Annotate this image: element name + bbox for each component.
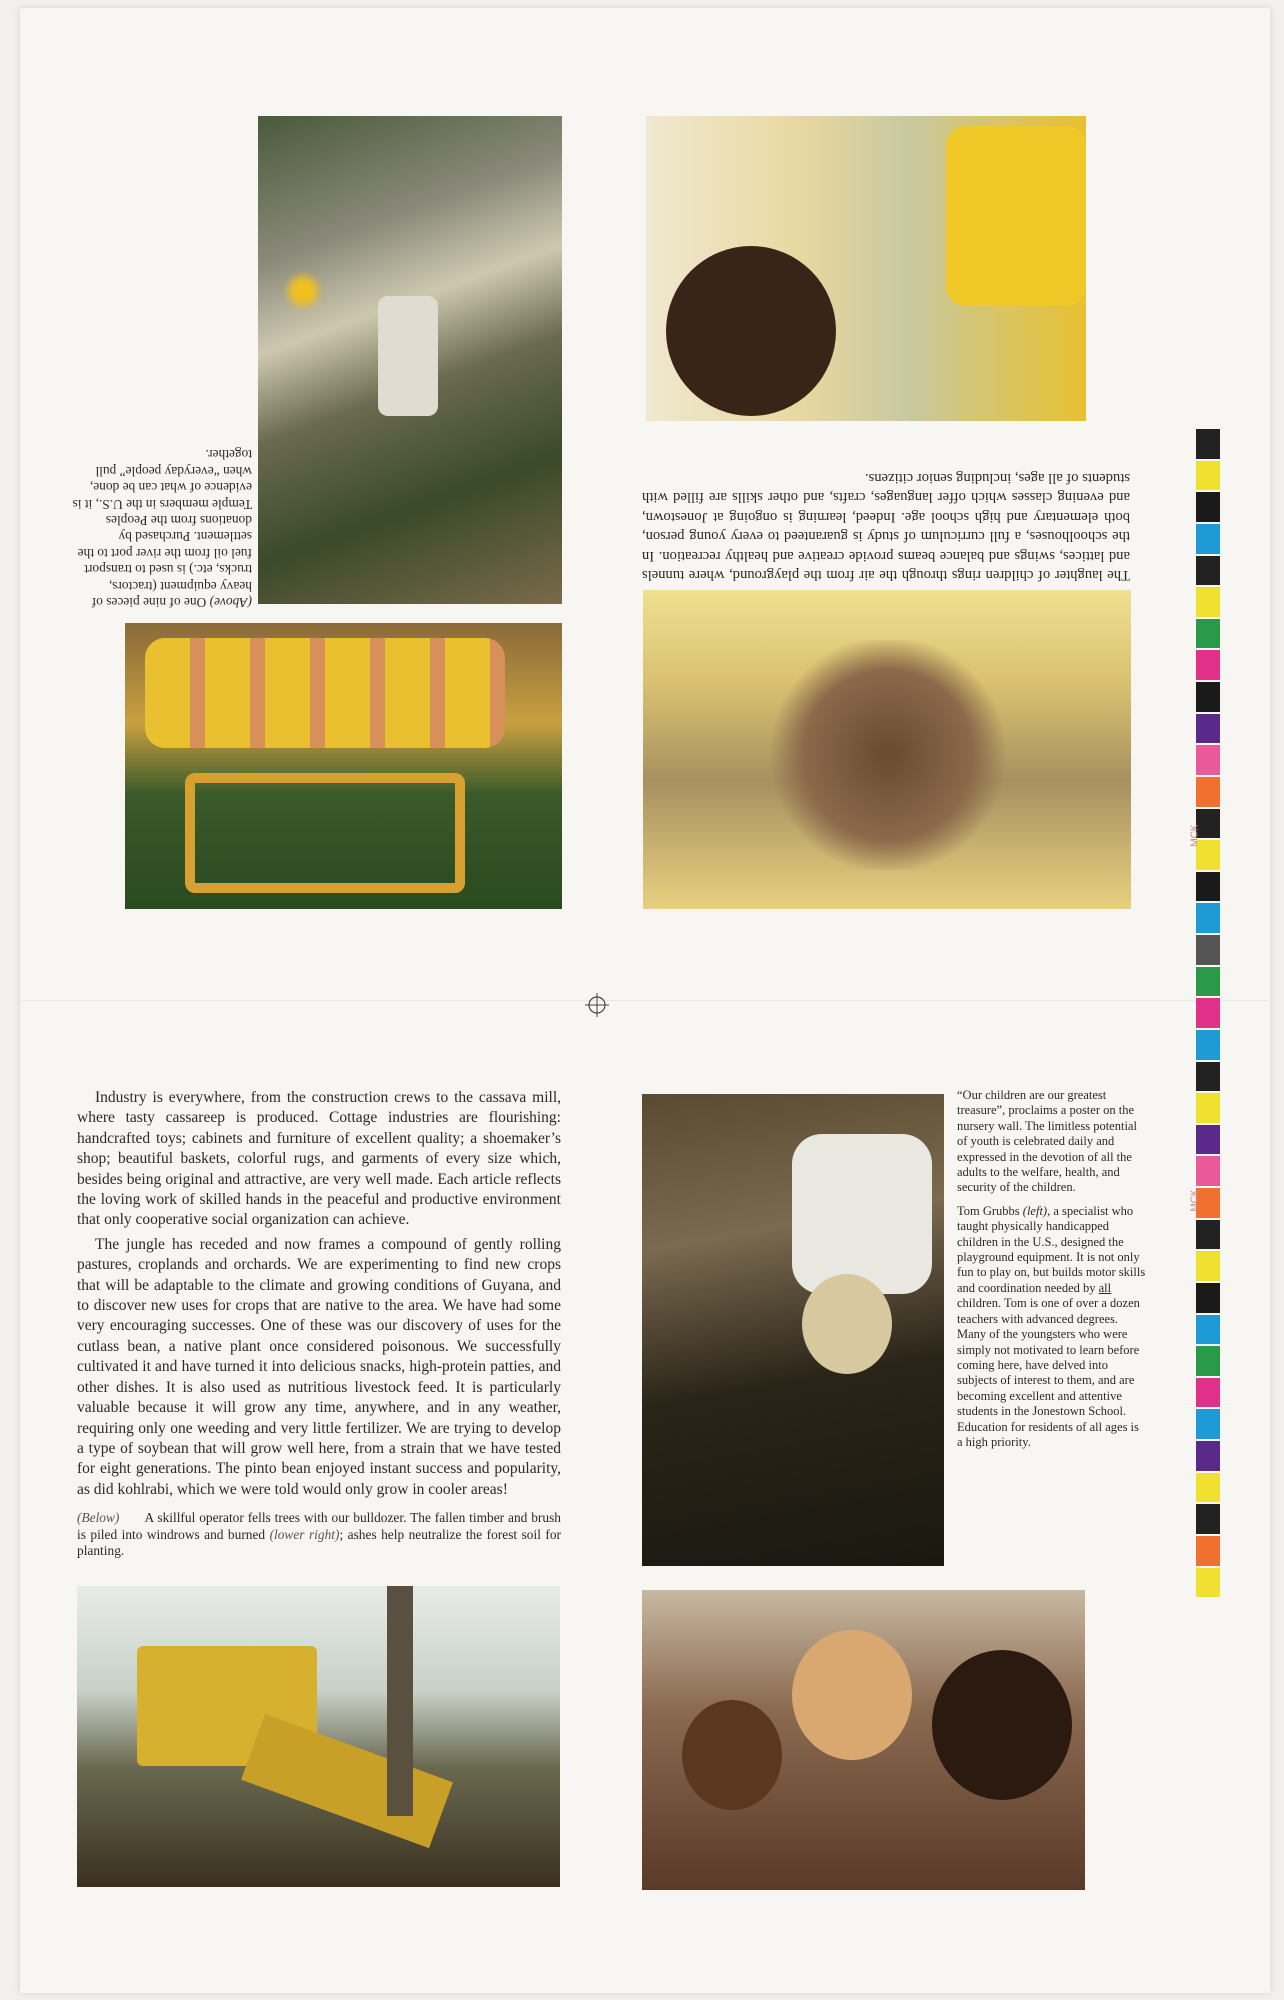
industry-paragraph: Industry is everywhere, from the construction crews to the cassava mill, where tasty cassareep is produced. Cottage industries are flourishing: handcrafted toys; cabinets and furniture of excellent quality; a shoemaker’s shop; beautiful baskets, colorful rugs, and garments of every size which, besides being original and attractive, are very well made. Each article reflects the loving work of skilled hands in the peaceful and productive environment that only cooperative social organization can achieve. [77, 1089, 561, 1229]
color-swatch [1196, 1283, 1220, 1313]
photo-teacher-tom-grubbs [642, 1094, 944, 1566]
mck-label: MCK [1189, 1189, 1201, 1212]
photo-girl-plant [646, 116, 1086, 421]
color-swatch [1196, 998, 1220, 1028]
color-swatch [1196, 492, 1220, 522]
color-swatch [1196, 1093, 1220, 1123]
color-swatch [1196, 650, 1220, 680]
color-swatch [1196, 1409, 1220, 1439]
color-swatch [1196, 1473, 1220, 1503]
caption-label: (Below) [77, 1510, 120, 1526]
color-swatch [1196, 556, 1220, 586]
color-swatch [1196, 1568, 1220, 1598]
color-swatch [1196, 745, 1220, 775]
color-registration-bar [1196, 428, 1220, 1598]
color-swatch [1196, 1220, 1220, 1250]
treasure-paragraph: “Our children are our greatest treasure”, proclaims a poster on the nursery wall. The limitless potential of youth is celebrated daily and expressed in the devotion of all the adults to the welfare, health, and security of the children. [957, 1088, 1137, 1195]
tom-grubbs-paragraph: Tom Grubbs (left), a specialist who taught physically handicapped children in the U.S., designed the playground equipment. It is not only fun to play on, but builds motor skills and coordination needed by all children. Tom is one of over a dozen teachers with advanced degrees. Many of the youngsters who were simply not motivated to learn before coming here, have delved into subjects of interest to them, and are becoming excellent and attentive students in the Jonestown School. Education for residents of all ages is a high priority. [957, 1203, 1146, 1449]
fold-line [20, 1000, 1270, 1001]
bulldozer-caption: (Below) A skillful operator fells trees with our bulldozer. The fallen timber and brush is piled into windrows and burned (lower right); ashes help neutralize the forest soil for planting. [77, 1510, 561, 1558]
color-swatch [1196, 1125, 1220, 1155]
photo-children-classroom [643, 590, 1131, 909]
color-swatch [1196, 967, 1220, 997]
mck-label: MCK [1189, 824, 1201, 847]
color-swatch [1196, 429, 1220, 459]
photo-forest-worker [258, 116, 562, 604]
top-left-caption [72, 400, 252, 610]
color-swatch [1196, 1062, 1220, 1092]
photo-fuel-barrels-loader [125, 623, 562, 909]
color-swatch [1196, 1156, 1220, 1186]
color-swatch [1196, 1536, 1220, 1566]
color-swatch [1196, 1251, 1220, 1281]
color-swatch [1196, 777, 1220, 807]
color-swatch [1196, 1030, 1220, 1060]
main-body-text [77, 1088, 561, 1504]
color-swatch [1196, 619, 1220, 649]
photo-smiling-children [642, 1590, 1085, 1890]
color-swatch [1196, 1346, 1220, 1376]
playground-paragraph: The laughter of children rings through the air from the playground, where tunnels and lattices, swings and balance beams provide creative and healthy recreation. In the schoolhouses, a full curriculum of study is guaranteed to every young person, both elementary and high school age. Indeed, learning is ongoing at Jonestown, and evening classes which offer languages, crafts, and other skills are filled with students of all ages, including senior citizens. [642, 469, 1130, 583]
color-swatch [1196, 461, 1220, 491]
right-column-text [957, 1088, 1147, 1458]
color-swatch [1196, 714, 1220, 744]
caption-text: One of nine pieces of heavy equipment (tractors, trucks, etc.) is used to transport fuel oil from the river port to the settlement. Purchased by donations from the Peoples Temple members in the U.S., it is evidence of what can be done, when “everyday people” pull together. [72, 447, 252, 610]
color-swatch [1196, 1315, 1220, 1345]
color-swatch [1196, 524, 1220, 554]
photo-bulldozer [77, 1586, 560, 1887]
jungle-paragraph: The jungle has receded and now frames a compound of gently rolling pastures, croplands and orchards. We are experimenting to find new crops that will be adaptable to the climate and growing conditions of Guyana, and to discover new uses for crops that are native to the area. We have had some very encouraging successes. One of these was our discovery of uses for the cutlass bean, a native plant once considered poisonous. We successfully cultivated it and have turned it into delicious snacks, high-protein patties, and other dishes. It is also used as nutritious livestock feed. It is particularly valuable because it will grow any time, anywhere, and in any weather, requiring only one weeding and very little fertilizer. We are trying to develop a type of soybean that will grow well here, from a strain that we have tested for eight generations. The pinto bean enjoyed instant success and popularity, as did kohlrabi, which we were told would only grow in cooler areas! [77, 1235, 561, 1498]
color-swatch [1196, 587, 1220, 617]
color-swatch [1196, 935, 1220, 965]
color-swatch [1196, 872, 1220, 902]
registration-mark-icon [585, 993, 609, 1017]
caption-label: (Above) [209, 595, 252, 610]
color-swatch [1196, 682, 1220, 712]
color-swatch [1196, 1441, 1220, 1471]
main-column [77, 1088, 561, 1578]
color-swatch [1196, 1378, 1220, 1408]
color-swatch [1196, 1504, 1220, 1534]
color-swatch [1196, 903, 1220, 933]
